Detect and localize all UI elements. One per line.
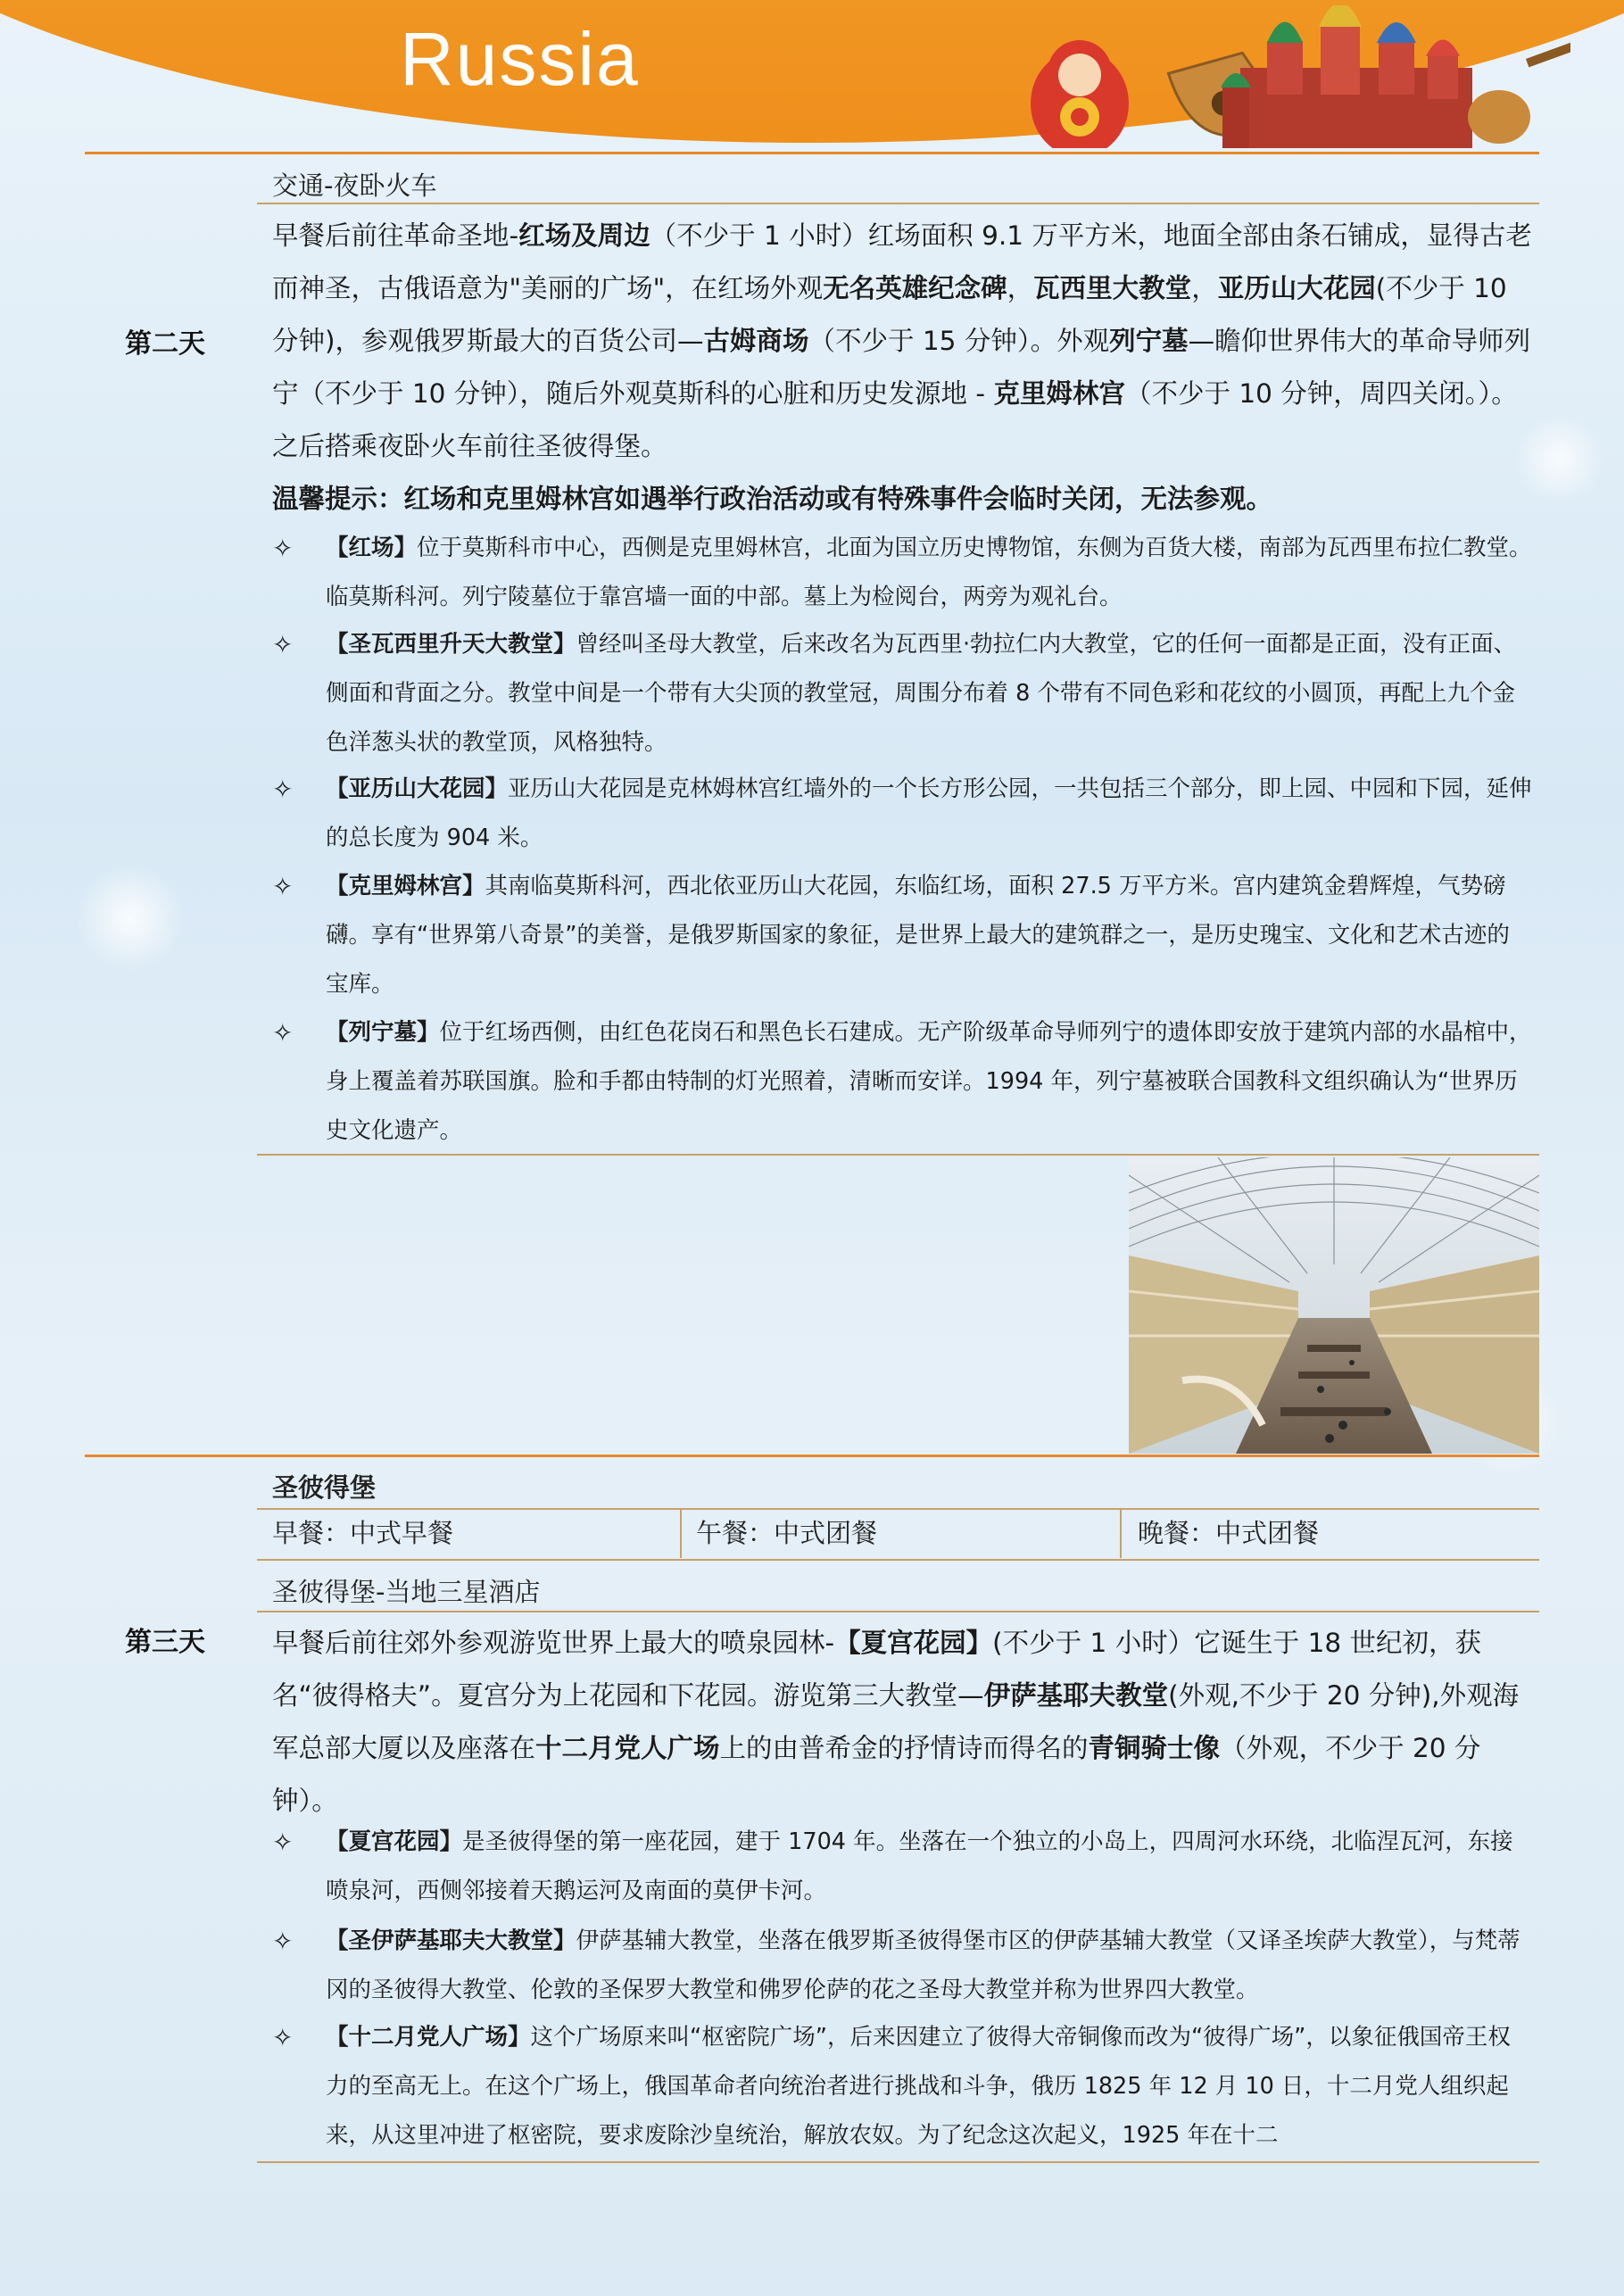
highlight-description: 位于莫斯科市中心，西侧是克里姆林宫，北面为国立历史博物馆，东侧为百货大楼，南部为瓦西里布拉仁教堂。临莫斯科河。列宁陵墓位于靠宫墙一面的中部。墓上为检阅台，两旁为观礼台。 [326, 535, 1532, 610]
day3-paragraph-text: （外观，不少于 20 分钟）。 [272, 1733, 1481, 1816]
sparkle-icon: ✧ [272, 630, 294, 659]
highlight-title: 【亚历山大花园】 [326, 775, 509, 802]
day2-paragraph-text: ， [1007, 273, 1034, 303]
day2-paragraph-text: ， [1191, 273, 1218, 303]
top-divider [85, 152, 1539, 154]
day2-description [272, 210, 1532, 473]
sparkle-icon: ✧ [272, 2023, 294, 2052]
day3-breakfast: 早餐：中式早餐 [272, 1518, 454, 1548]
day2-paragraph-bold-term: 古姆商场 [703, 326, 809, 356]
highlight-title: 【克里姆林宫】 [326, 873, 485, 899]
day2-paragraph-bold-term: 亚历山大花园 [1217, 273, 1376, 303]
highlight-description: 伊萨基辅大教堂，坐落在俄罗斯圣彼得堡市区的伊萨基辅大教堂（又译圣埃萨大教堂），与梵蒂冈的圣彼得大教堂、伦敦的圣保罗大教堂和佛罗伦萨的花之圣母大教堂并称为世界四大教堂。 [326, 1927, 1520, 2003]
day2-paragraph-bold-term: 无名英雄纪念碑 [823, 273, 1007, 303]
divider [257, 1611, 1539, 1612]
day3-description [272, 1617, 1532, 1828]
highlight-title: 【红场】 [326, 535, 418, 561]
bottom-divider [257, 2161, 1539, 2163]
highlight-text [326, 862, 1532, 1009]
highlight-description: 其南临莫斯科河，西北依亚历山大花园，东临红场，面积 27.5 万平方米。宫内建筑金碧辉煌，气势磅礴。享有“世界第八奇景”的美誉，是俄罗斯国家的象征，是世界上最大的建筑群之一，是历史瑰宝、文化和艺术古迹的宝库。 [326, 873, 1510, 998]
day2-paragraph-text: (不少于 10 分钟)，参观俄罗斯最大的百货公司— [272, 273, 1507, 356]
day2-paragraph-text: （不少于 15 分钟）。外观 [808, 326, 1110, 356]
day2-label: 第二天 [125, 328, 205, 360]
highlight-text [326, 1008, 1532, 1156]
day3-label: 第三天 [125, 1627, 205, 1658]
sparkle-icon: ✧ [272, 1828, 294, 1857]
highlight-text [326, 1818, 1532, 1916]
russia-illustration-icon [1017, 5, 1570, 148]
highlight-description: 是圣彼得堡的第一座花园，建于 1704 年。坐落在一个独立的小岛上，四周河水环绕，北临涅瓦河，东接喷泉河，西侧邻接着天鹅运河及南面的莫伊卡河。 [326, 1828, 1513, 1904]
sparkle-icon: ✧ [272, 872, 294, 901]
highlight-description: 位于红场西侧，由红色花岗石和黑色长石建成。无产阶级革命导师列宁的遗体即安放于建筑内部的水晶棺中，身上覆盖着苏联国旗。脸和手都由特制的灯光照着，清晰而安详。1994 年，列宁墓被联合国教科文组织确认为“世界历史文化遗产。 [326, 1019, 1532, 1144]
day2-paragraph-bold-term: 红场及周边 [518, 220, 650, 251]
day3-paragraph-text: 上的由普希金的抒情诗而得名的 [719, 1733, 1089, 1763]
sparkle-icon: ✧ [272, 534, 294, 563]
day2-transport: 交通-夜卧火车 [272, 170, 437, 201]
divider [257, 1154, 1539, 1156]
day3-paragraph-text: 早餐后前往郊外参观游览世界上最大的喷泉园林- [272, 1628, 835, 1658]
day3-dinner: 晚餐：中式团餐 [1138, 1518, 1320, 1548]
day3-hotel: 圣彼得堡-当地三星酒店 [272, 1577, 541, 1607]
highlight-title: 【夏宫花园】 [326, 1828, 463, 1855]
day3-paragraph-bold-term: 伊萨基耶夫教堂 [983, 1680, 1169, 1711]
day3-city: 圣彼得堡 [272, 1472, 377, 1503]
highlight-text [326, 2013, 1532, 2160]
highlight-title: 【十二月党人广场】 [326, 2024, 531, 2051]
highlight-description: 这个广场原来叫“枢密院广场”，后来因建立了彼得大帝铜像而改为“彼得广场”，以象征俄国帝王权力的至高无上。在这个广场上，俄国革命者向统治者进行挑战和斗争，俄历 1825 年 12 月 10 日，十二月党人组织起来，从这里冲进了枢密院，要求废除沙皇统治，解放农奴。为了纪念这次起义，1925 年在十二 [326, 2024, 1511, 2149]
day3-paragraph-text: (不少于 1 小时）它诞生于 18 世纪初，获名“彼得格夫”。夏宫分为上花园和下花园。游览第三大教堂— [272, 1628, 1481, 1711]
highlight-text [326, 765, 1532, 863]
day2-tip: 温馨提示：红场和克里姆林宫如遇举行政治活动或有特殊事件会临时关闭，无法参观。 [272, 484, 1273, 514]
highlight-text [326, 524, 1532, 622]
sparkle-icon: ✧ [272, 1927, 294, 1956]
highlight-description: 曾经叫圣母大教堂，后来改名为瓦西里·勃拉仁内大教堂，它的任何一面都是正面，没有正面、侧面和背面之分。教堂中间是一个带有大尖顶的教堂冠，周围分布着 8 个带有不同色彩和花纹的小圆顶，再配上九个金色洋葱头状的教堂顶，风格独特。 [326, 631, 1517, 756]
highlight-title: 【圣瓦西里升天大教堂】 [326, 631, 576, 658]
sparkle-icon: ✧ [272, 1018, 294, 1048]
highlight-title: 【列宁墓】 [326, 1019, 440, 1046]
day2-paragraph-text: （不少于 10 分钟，周四关闭。）。之后搭乘夜卧火车前往圣彼得堡。 [272, 378, 1518, 461]
day2-paragraph-text: 早餐后前往革命圣地- [272, 220, 519, 251]
divider [257, 203, 1539, 204]
page-title: Russia [400, 17, 640, 101]
day3-paragraph-bold-term: 青铜骑士像 [1088, 1733, 1221, 1763]
highlight-text [326, 1917, 1532, 2015]
day2-paragraph-bold-term: 列宁墓 [1109, 326, 1189, 356]
day2-paragraph-text: —瞻仰世界伟大的革命导师列宁（不少于 10 分钟），随后外观莫斯科的心脏和历史发源地 - [272, 326, 1531, 409]
day2-paragraph-bold-term: 克里姆林宫 [993, 378, 1125, 409]
day3-paragraph-bold-term: 十二月党人广场 [535, 1733, 720, 1763]
day3-lunch: 午餐：中式团餐 [696, 1518, 878, 1548]
day2-paragraph-text: （不少于 1 小时）红场面积 9.1 万平方米，地面全部由条石铺成，显得古老而神圣，古俄语意为"美丽的广场"，在红场外观 [272, 220, 1532, 303]
divider [257, 1559, 1539, 1561]
highlight-description: 亚历山大花园是克林姆林宫红墙外的一个长方形公园，一共包括三个部分，即上园、中园和下园，延伸的总长度为 904 米。 [326, 775, 1532, 851]
page-header [0, 0, 1624, 152]
day3-paragraph-bold-term: 【夏宫花园】 [834, 1628, 993, 1658]
highlight-text [326, 620, 1532, 767]
sparkle-icon: ✧ [272, 775, 294, 804]
meal-divider [1120, 1508, 1122, 1558]
section-divider [85, 1455, 1539, 1457]
highlight-title: 【圣伊萨基耶夫大教堂】 [326, 1927, 576, 1954]
day2-paragraph-bold-term: 瓦西里大教堂 [1033, 273, 1192, 303]
gum-mall-photo [1129, 1157, 1539, 1454]
day3-paragraph-text: (外观,不少于 20 分钟),外观海军总部大厦以及座落在 [272, 1680, 1520, 1763]
meal-divider [680, 1508, 682, 1558]
